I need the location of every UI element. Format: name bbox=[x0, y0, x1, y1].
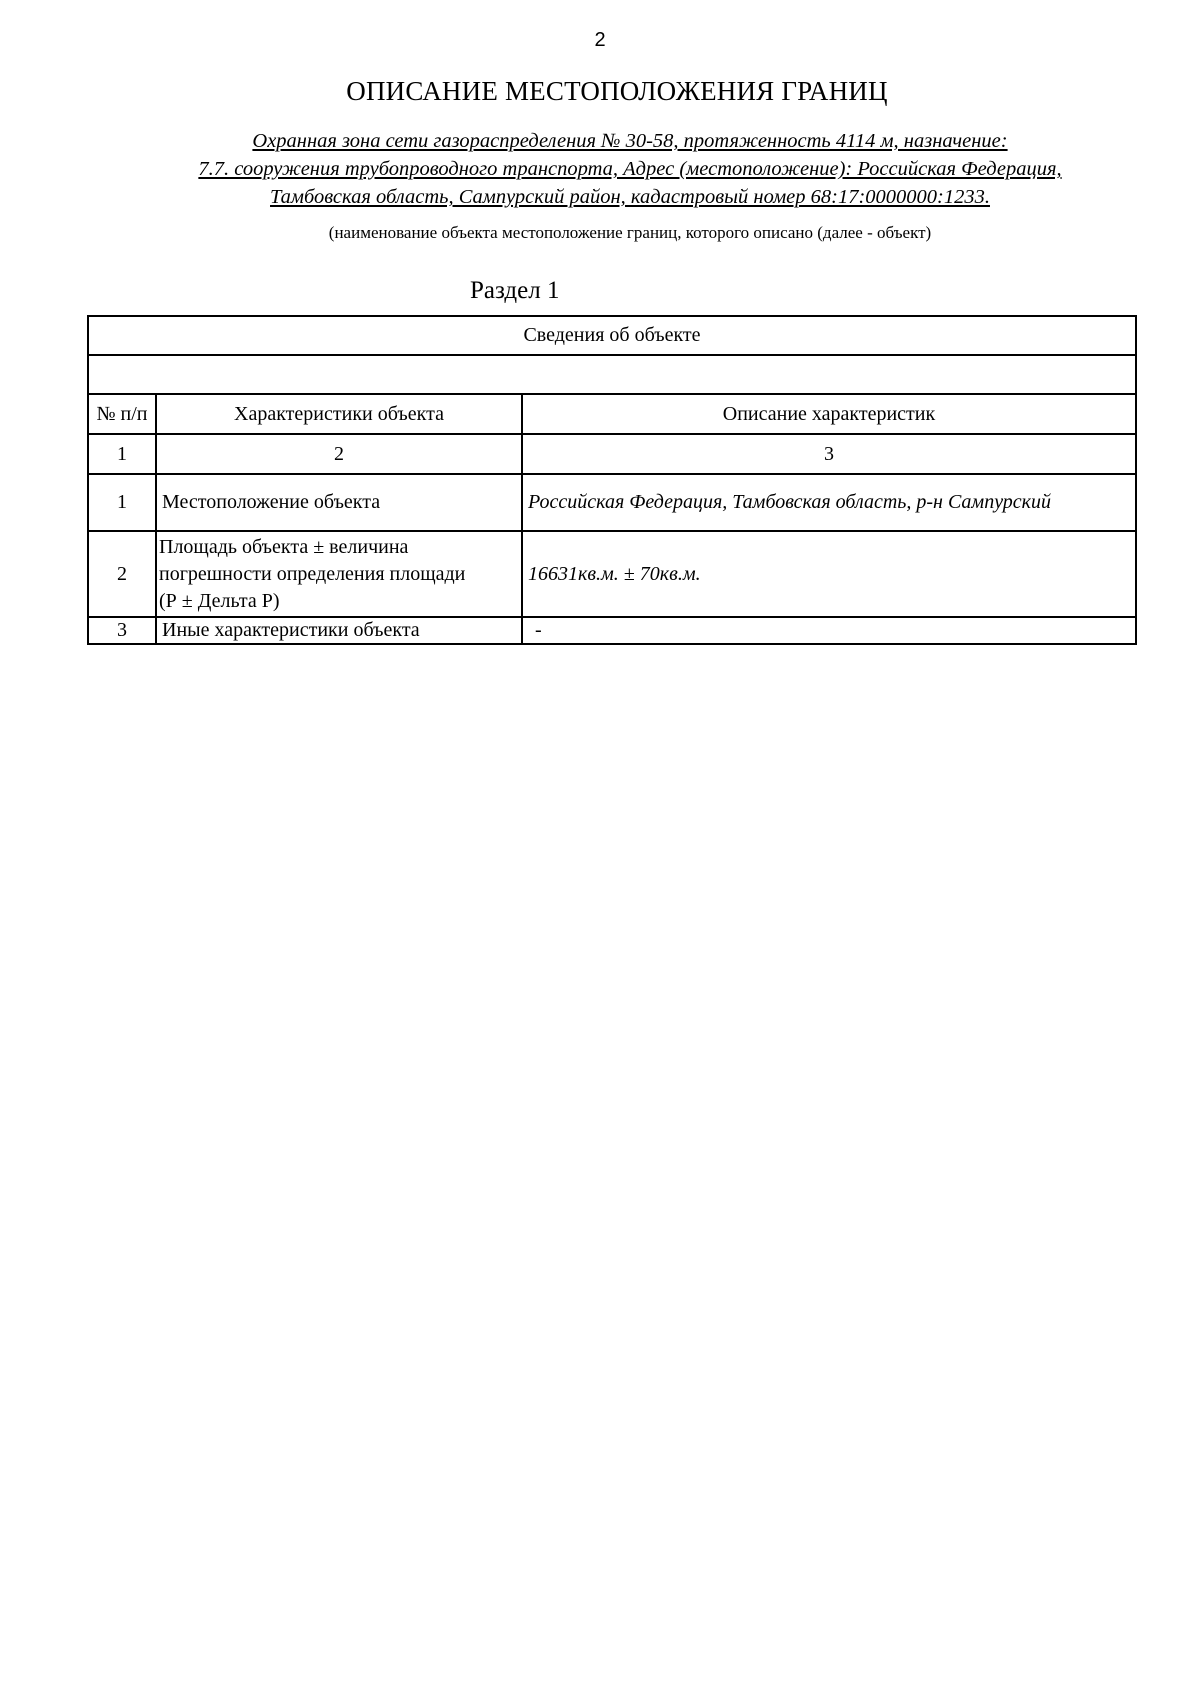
object-description-line: 7.7. сооружения трубопроводного транспорта, Адрес (местоположение): Российская Федерация, bbox=[198, 158, 1062, 180]
column-header-description: Описание характеристик bbox=[522, 394, 1136, 434]
table-header-row bbox=[88, 394, 1136, 434]
row-number: 1 bbox=[88, 474, 156, 531]
row-characteristic: Местоположение объекта bbox=[156, 474, 522, 531]
table-caption-row bbox=[88, 316, 1136, 355]
row-characteristic bbox=[156, 531, 522, 617]
page-number: 2 bbox=[594, 29, 606, 51]
column-header-characteristic: Характеристики объекта bbox=[156, 394, 522, 434]
object-description bbox=[140, 127, 1120, 211]
table-row bbox=[88, 531, 1136, 617]
object-caption: (наименование объекта местоположение границ, которого описано (далее - объект) bbox=[328, 223, 932, 242]
row-description: Российская Федерация, Тамбовская область, р-н Сампурский bbox=[522, 474, 1136, 531]
column-number: 2 bbox=[156, 434, 522, 474]
row-characteristic-line: погрешности определения площади bbox=[159, 562, 466, 585]
table-empty-cell bbox=[88, 355, 1136, 394]
table-column-numbers-row bbox=[88, 434, 1136, 474]
section-title: Раздел 1 bbox=[470, 277, 560, 304]
row-description: - bbox=[522, 617, 1136, 644]
column-number: 3 bbox=[522, 434, 1136, 474]
table-row bbox=[88, 617, 1136, 644]
row-characteristic: Иные характеристики объекта bbox=[156, 617, 522, 644]
table-empty-row bbox=[88, 355, 1136, 394]
document-title: ОПИСАНИЕ МЕСТОПОЛОЖЕНИЯ ГРАНИЦ bbox=[346, 76, 888, 106]
row-number: 2 bbox=[88, 531, 156, 617]
row-characteristic-line: Площадь объекта ± величина bbox=[159, 535, 409, 558]
table-caption: Сведения об объекте bbox=[88, 316, 1136, 355]
row-number: 3 bbox=[88, 617, 156, 644]
object-description-line: Тамбовская область, Сампурский район, кадастровый номер 68:17:0000000:1233. bbox=[270, 186, 990, 208]
row-characteristic-line: (Р ± Дельта Р) bbox=[159, 589, 280, 612]
table-row bbox=[88, 474, 1136, 531]
object-description-line: Охранная зона сети газораспределения № 30-58, протяженность 4114 м, назначение: bbox=[252, 130, 1008, 152]
object-info-table bbox=[87, 315, 1137, 645]
column-number: 1 bbox=[88, 434, 156, 474]
row-description: 16631кв.м. ± 70кв.м. bbox=[522, 531, 1136, 617]
column-header-number: № п/п bbox=[88, 394, 156, 434]
